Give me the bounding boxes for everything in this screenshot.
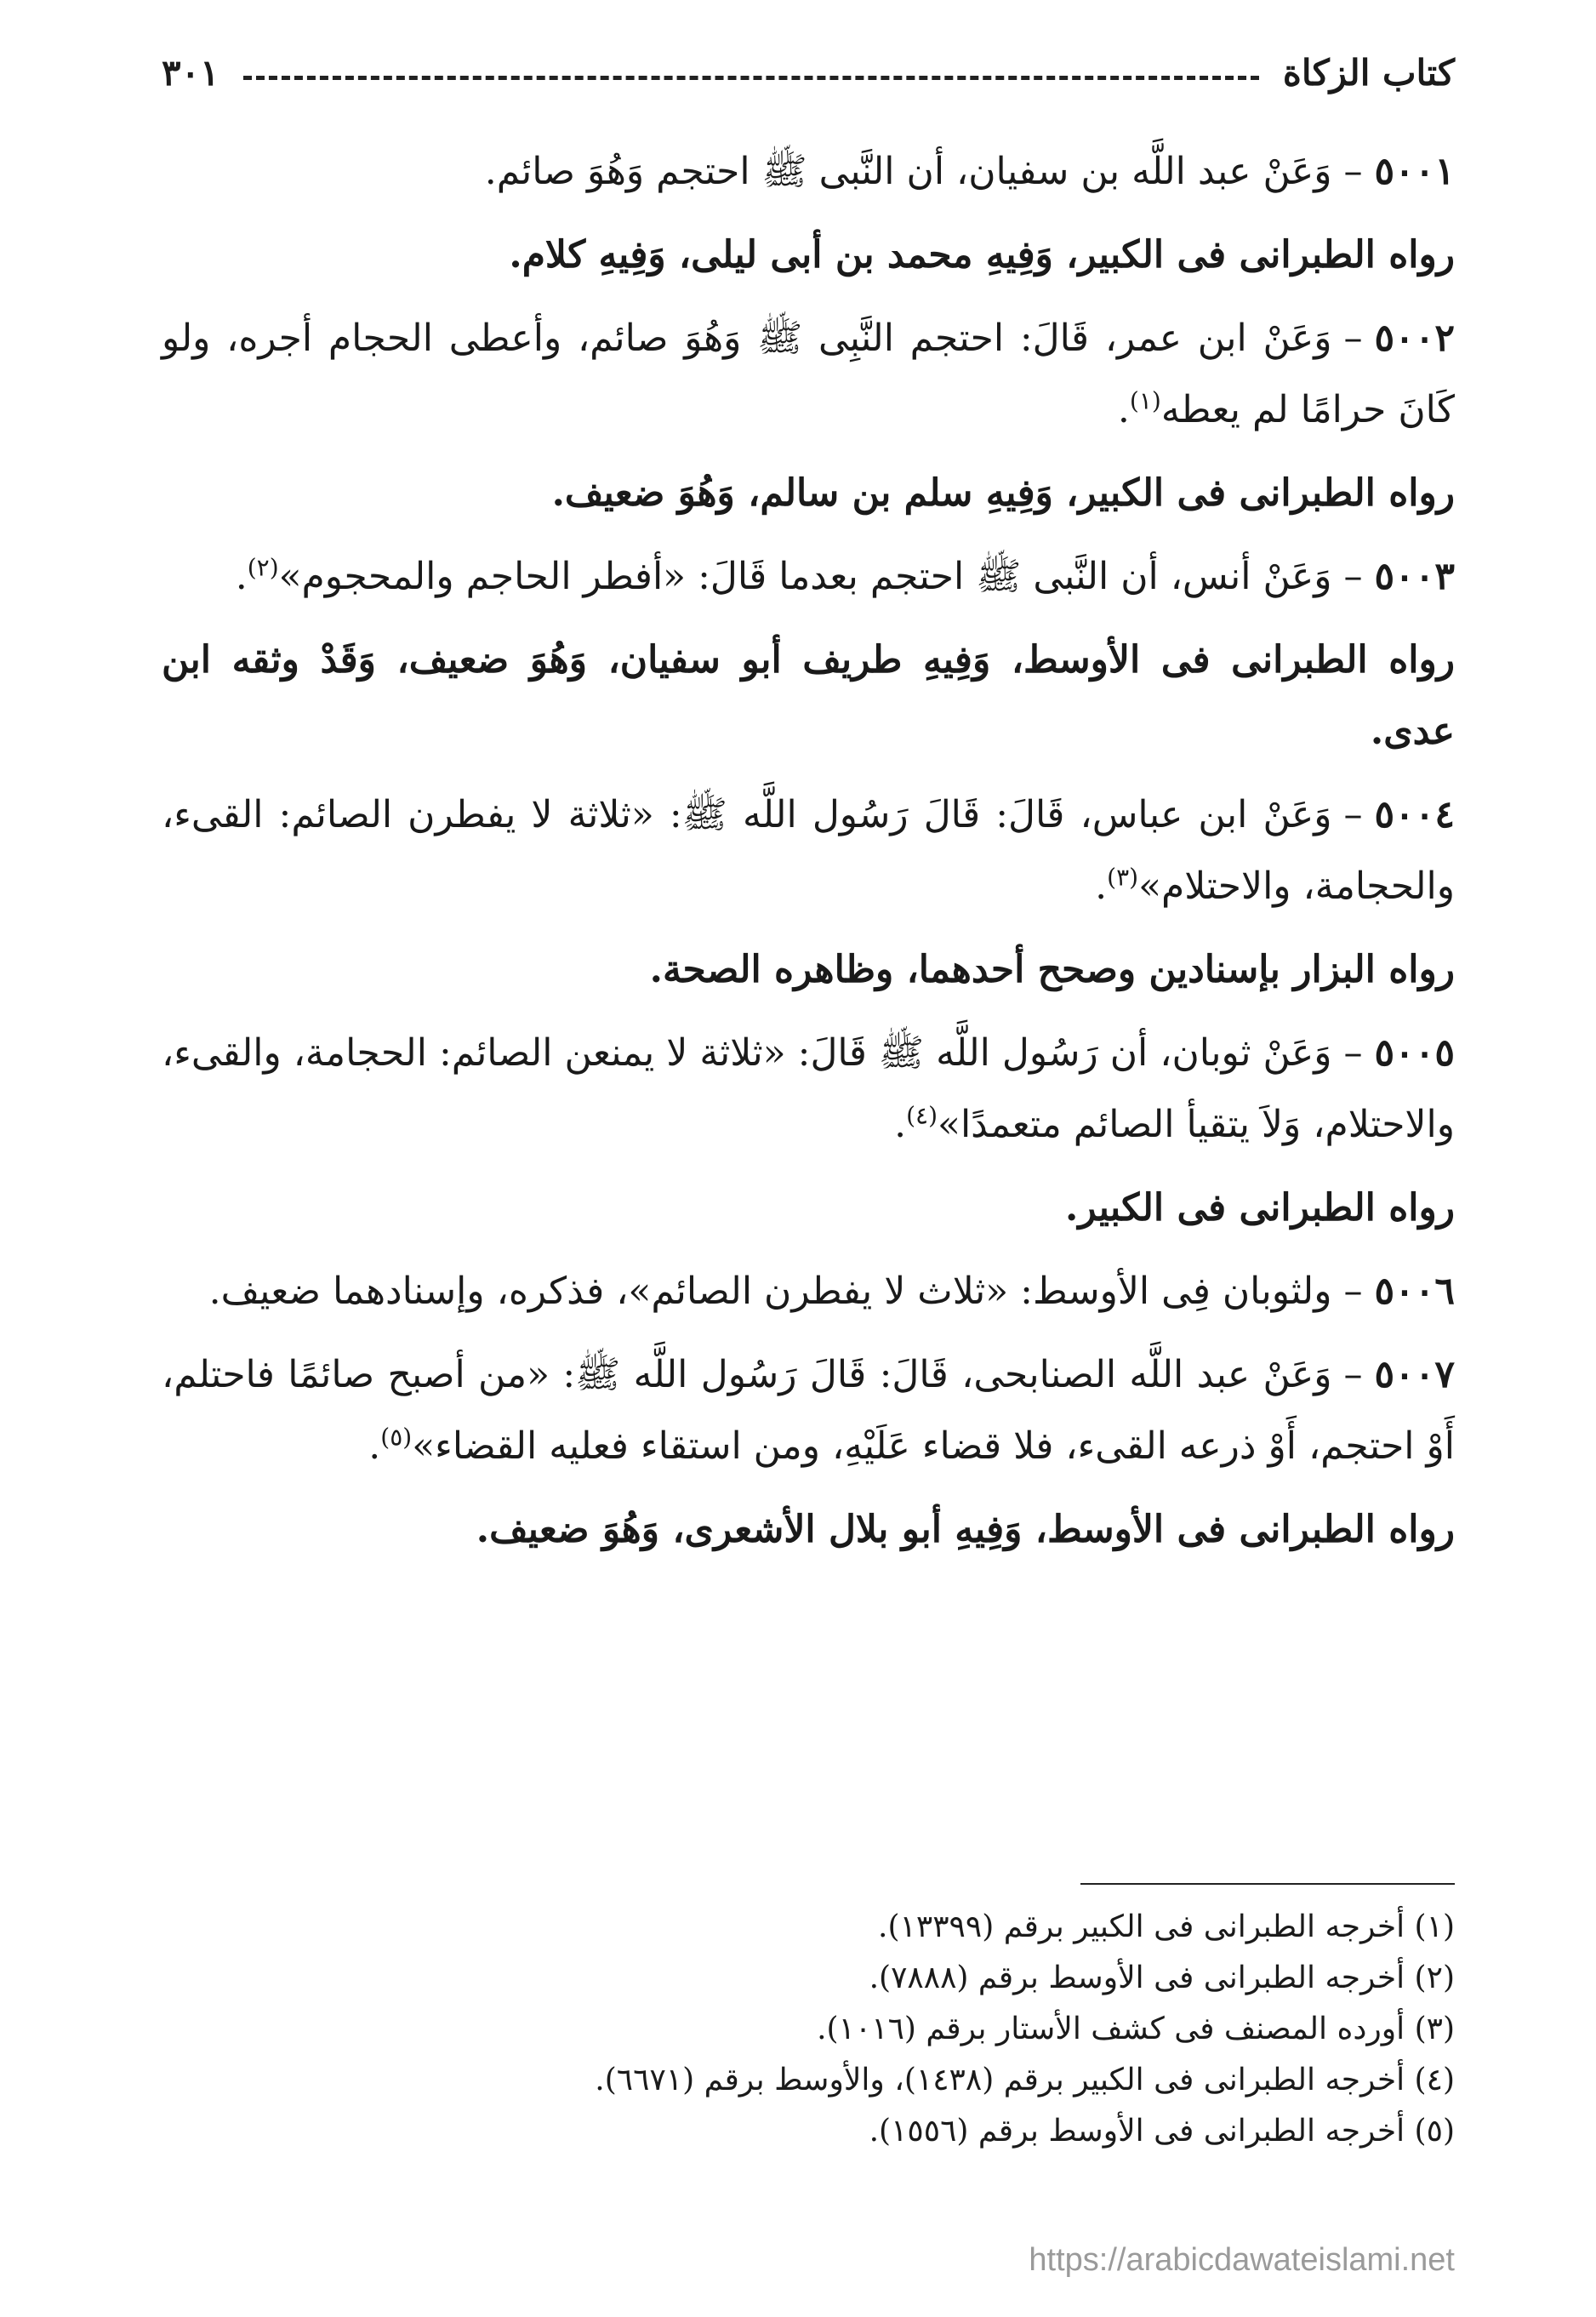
hadith-text: وَعَنْ أنس، أن النَّبى ﷺ احتجم بعدما قَالَ: «أفطر الحاجم والمحجوم»	[278, 555, 1332, 598]
footnote: (٤) أخرجه الطبرانى فى الكبير برقم (١٤٣٨)، والأوسط برقم (٦٦٧١).	[595, 2063, 1455, 2097]
running-header	[162, 47, 1455, 98]
hadith-number: ٥٠٠٢	[1374, 317, 1455, 360]
footnote: (١) أخرجه الطبرانى فى الكبير برقم (١٣٣٩٩).	[878, 1909, 1455, 1944]
footnote: (٣) أورده المصنف فى كشف الأستار برقم (١٠١٦).	[817, 2012, 1455, 2046]
footnote: (٥) أخرجه الطبرانى فى الأوسط برقم (١٥٥٦).	[869, 2114, 1455, 2149]
footnote-separator	[1080, 1883, 1455, 1885]
hadith-entry: ٥٠٠٤–وَعَنْ ابن عباس، قَالَ: قَالَ رَسُول اللَّه ﷺ: «ثلاثة لا يفطرن الصائم: القىء، والحجامة، والاحتلام»$^{(٣)}$.	[162, 793, 1455, 908]
hadith-number: ٥٠٠٧	[1374, 1353, 1455, 1396]
hadith-text: وَعَنْ ابن عباس، قَالَ: قَالَ رَسُول اللَّه ﷺ: «ثلاثة لا يفطرن الصائم: القىء، والحجامة، والاحتلام»	[162, 793, 1455, 908]
footnotes	[162, 1902, 1455, 2157]
hadith-entry: ٥٠٠١–وَعَنْ عبد اللَّه بن سفيان، أن النَّبى ﷺ احتجم وَهُوَ صائم.	[484, 150, 1455, 193]
hadith-entry: ٥٠٠٧–وَعَنْ عبد اللَّه الصنابحى، قَالَ: قَالَ رَسُول اللَّه ﷺ: «من أصبح صائمًا فاحتلم، أَوْ احتجم، أَوْ ذرعه القىء، فلا قضاء عَلَيْهِ، ومن استقاء فعليه القضاء»$^{(٥)}$.	[162, 1353, 1455, 1468]
hadith-source: رواه الطبرانى فى الأوسط، وَفِيهِ أبو بلال الأشعرى، وَهُوَ ضعيف.	[476, 1508, 1455, 1551]
footnote-marker: (٣)	[1107, 863, 1139, 892]
hadith-text: وَعَنْ ثوبان، أن رَسُول اللَّه ﷺ قَالَ: «ثلاثة لا يمنعن الصائم: الحجامة، والقىء، والاحتلام، وَلاَ يتقيأ الصائم متعمدًا»	[162, 1031, 1455, 1146]
site-watermark: https://arabicdawateislami.net	[1029, 2242, 1455, 2278]
hadith-text: ولثوبان فِى الأوسط: «ثلاث لا يفطرن الصائم»، فذكره، وإسنادهما ضعيف.	[208, 1270, 1332, 1313]
hadith-source: رواه الطبرانى فى الكبير، وَفِيهِ محمد بن أبى ليلى، وَفِيهِ كلام.	[509, 233, 1455, 277]
hadith-source: رواه الطبرانى فى الكبير.	[1065, 1186, 1455, 1230]
hadith-number: ٥٠٠١	[1374, 150, 1455, 193]
hadith-number: ٥٠٠٣	[1374, 555, 1455, 598]
footnote: (٢) أخرجه الطبرانى فى الأوسط برقم (٧٨٨٨).	[869, 1960, 1455, 1995]
footnote-marker: (٤)	[906, 1101, 938, 1130]
main-text	[162, 136, 1455, 1578]
hadith-source: رواه الطبرانى فى الأوسط، وَفِيهِ طريف أبو سفيان، وَهُوَ ضعيف، وَقَدْ وثقه ابن عدى.	[162, 638, 1455, 753]
footnote-marker: (٥)	[380, 1423, 413, 1452]
hadith-number: ٥٠٠٤	[1374, 793, 1455, 836]
hadith-text: وَعَنْ ابن عمر، قَالَ: احتجم النَّبِى ﷺ وَهُوَ صائم، وأعطى الحجام أجره، ولو كَانَ حرامًا لم يعطه	[162, 317, 1455, 431]
hadith-source: رواه الطبرانى فى الكبير، وَفِيهِ سلم بن سالم، وَهُوَ ضعيف.	[551, 471, 1455, 515]
page-number: ٣٠١	[162, 51, 219, 94]
hadith-number: ٥٠٠٦	[1374, 1270, 1455, 1313]
header-dashed-rule	[243, 76, 1259, 80]
hadith-text: وَعَنْ عبد اللَّه بن سفيان، أن النَّبى ﷺ احتجم وَهُوَ صائم.	[484, 150, 1332, 193]
hadith-entry: ٥٠٠٦–ولثوبان فِى الأوسط: «ثلاث لا يفطرن الصائم»، فذكره، وإسنادهما ضعيف.	[208, 1270, 1455, 1313]
footnote-marker: (١)	[1129, 386, 1161, 415]
footnote-marker: (٢)	[247, 553, 279, 582]
hadith-entry: ٥٠٠٥–وَعَنْ ثوبان، أن رَسُول اللَّه ﷺ قَالَ: «ثلاثة لا يمنعن الصائم: الحجامة، والقىء، والاحتلام، وَلاَ يتقيأ الصائم متعمدًا»$^{(٤)}$.	[162, 1031, 1455, 1146]
hadith-number: ٥٠٠٥	[1374, 1031, 1455, 1075]
hadith-entry: ٥٠٠٢–وَعَنْ ابن عمر، قَالَ: احتجم النَّبِى ﷺ وَهُوَ صائم، وأعطى الحجام أجره، ولو كَانَ حرامًا لم يعطه$^{(١)}$.	[162, 317, 1455, 431]
hadith-entry: ٥٠٠٣–وَعَنْ أنس، أن النَّبى ﷺ احتجم بعدما قَالَ: «أفطر الحاجم والمحجوم»$^{(٢)}$.	[235, 553, 1455, 598]
hadith-source: رواه البزار بإسنادين وصحح أحدهما، وظاهره الصحة.	[649, 948, 1455, 991]
book-title: كتاب الزكاة	[1282, 51, 1455, 94]
hadith-text: وَعَنْ عبد اللَّه الصنابحى، قَالَ: قَالَ رَسُول اللَّه ﷺ: «من أصبح صائمًا فاحتلم، أَوْ احتجم، أَوْ ذرعه القىء، فلا قضاء عَلَيْهِ، ومن استقاء فعليه القضاء»	[162, 1353, 1455, 1468]
